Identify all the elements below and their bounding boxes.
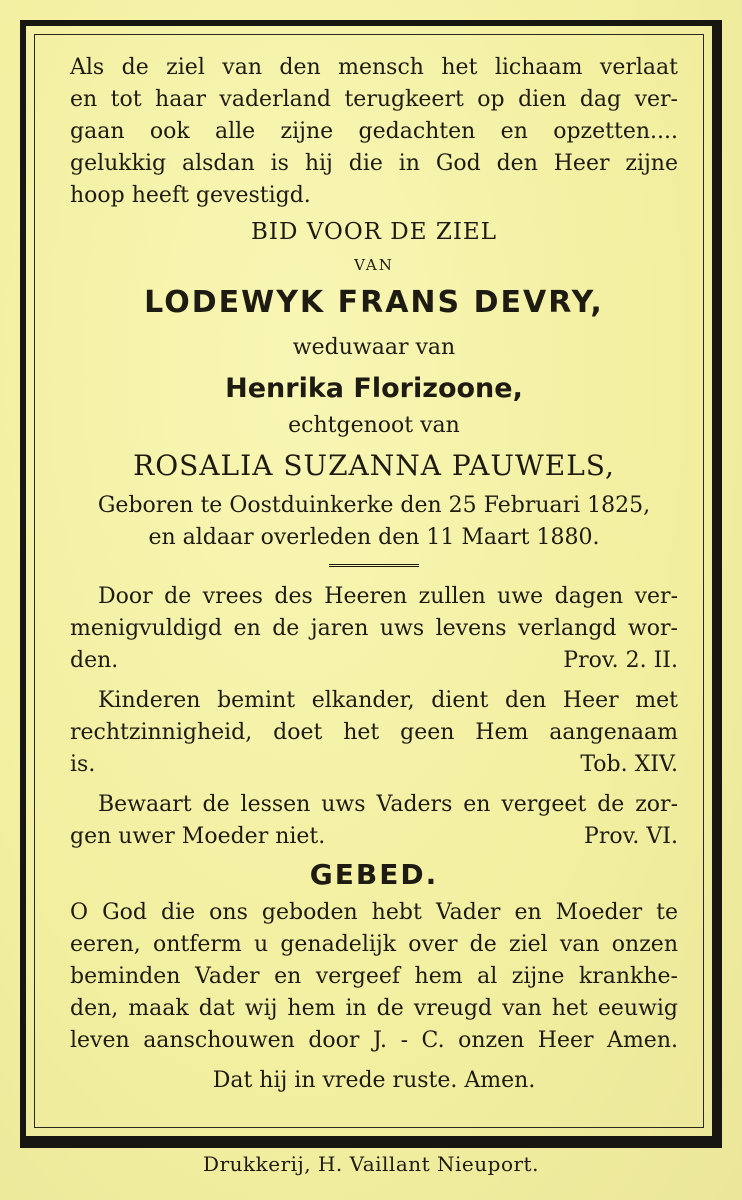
quote-last-line	[70, 749, 678, 781]
birth-line: Geboren te Oostduinkerke den 25 Februari 1825,	[97, 493, 651, 518]
prayer-line: beminden Vader en vergeef hem al zijne krankhe-	[70, 964, 678, 989]
scripture-quote-3	[70, 789, 678, 853]
scripture-reference: Prov. 2. II.	[563, 648, 678, 673]
prayer-text	[70, 897, 678, 1057]
opening-line: hoop heeft gevestigd.	[70, 183, 311, 208]
van-label: VAN	[354, 256, 394, 274]
opening-line: gaan ook alle zijne gedachten en opzetten....	[70, 119, 678, 144]
prayer-line: leven aanschouwen door J. - C. onzen Heer Amen.	[70, 1028, 678, 1053]
widower-label: weduwaar van	[292, 335, 456, 360]
quote-line-end: is.	[70, 752, 96, 777]
second-wife-name: ROSALIA SUZANNA PAUWELS,	[133, 449, 615, 482]
opening-line: Als de ziel van den mensch het lichaam verlaat	[70, 55, 678, 80]
scripture-reference: Tob. XIV.	[580, 752, 678, 777]
quote-line-end: gen uwer Moeder niet.	[70, 824, 326, 849]
prayer-line: eeren, ontferm u genadelijk over de ziel van onzen	[70, 932, 678, 957]
opening-verse	[70, 52, 678, 212]
first-wife-name: Henrika Florizoone,	[225, 373, 523, 404]
closing-blessing: Dat hij in vrede ruste. Amen.	[212, 1068, 536, 1093]
quote-last-line	[70, 821, 678, 853]
quote-line: Bewaart de lessen uws Vaders en vergeet de zor-	[98, 792, 678, 817]
scripture-reference: Prov. VI.	[584, 824, 678, 849]
prayer-title: GEBED.	[309, 858, 439, 891]
card-text	[70, 52, 678, 1097]
prayer-line: den, maak dat wij hem in de vreugd van het eeuwig	[70, 996, 678, 1021]
quote-line: rechtzinnigheid, doet het geen Hem aangenaam	[70, 720, 678, 745]
spouse-label: echtgenoot van	[288, 413, 460, 438]
death-line: en aldaar overleden den 11 Maart 1880.	[148, 525, 600, 550]
quote-line: Door de vrees des Heeren zullen uwe dagen ver-	[98, 584, 678, 609]
printer-imprint: Drukkerij, H. Vaillant Nieuport.	[203, 1152, 539, 1176]
scripture-quote-1	[70, 581, 678, 677]
scripture-quote-2	[70, 685, 678, 781]
divider-rule	[329, 564, 419, 567]
opening-line: gelukkig alsdan is hij die in God den Heer zijne	[70, 151, 678, 176]
quote-line: Kinderen bemint elkander, dient den Heer met	[98, 688, 678, 713]
pray-heading: BID VOOR DE ZIEL	[251, 219, 497, 245]
opening-line: en tot haar vaderland terugkeert op dien dag ver-	[70, 87, 678, 112]
quote-line: menigvuldigd en de jaren uws levens verlangd wor-	[70, 616, 678, 641]
prayer-line: O God die ons geboden hebt Vader en Moeder te	[70, 900, 678, 925]
deceased-name: LODEWYK FRANS DEVRY,	[144, 285, 604, 320]
quote-line-end: den.	[70, 648, 119, 673]
quote-last-line	[70, 645, 678, 677]
